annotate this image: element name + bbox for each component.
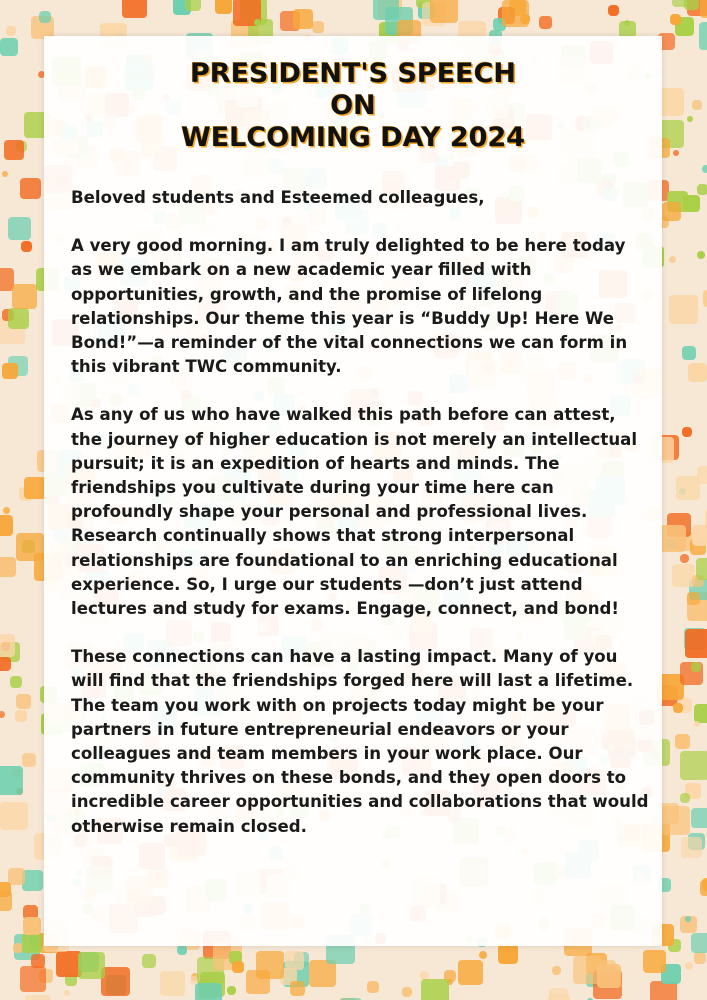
confetti-square <box>195 983 222 1000</box>
confetti-square <box>293 9 313 29</box>
confetti-square <box>0 38 18 56</box>
confetti-square <box>2 363 18 379</box>
confetti-square <box>290 981 305 996</box>
confetti-square <box>608 5 619 16</box>
confetti-square <box>402 987 412 997</box>
confetti-square <box>20 178 41 199</box>
confetti-square <box>697 251 705 259</box>
confetti-square <box>22 753 36 767</box>
confetti-square <box>185 0 201 11</box>
confetti-square <box>685 916 691 922</box>
confetti-square <box>672 0 688 7</box>
confetti-square <box>600 960 616 976</box>
title-line-1: PRESIDENT'S SPEECH <box>189 58 517 89</box>
confetti-square <box>421 979 449 1000</box>
confetti-square <box>700 0 707 18</box>
speech-body <box>71 186 651 863</box>
confetti-square <box>669 256 676 263</box>
confetti-square <box>4 140 24 160</box>
confetti-square <box>694 952 706 964</box>
confetti-square <box>0 711 5 718</box>
confetti-square <box>675 734 690 749</box>
confetti-square <box>696 558 707 580</box>
confetti-square <box>0 557 16 577</box>
confetti-square <box>25 995 51 1000</box>
confetti-square <box>539 16 552 29</box>
page-title <box>44 58 662 154</box>
speech-card <box>44 36 662 946</box>
confetti-square <box>669 295 698 324</box>
confetti-square <box>676 476 700 500</box>
confetti-square <box>552 966 561 975</box>
confetti-square <box>662 202 681 221</box>
confetti-square <box>458 960 483 985</box>
confetti-square <box>430 0 458 23</box>
confetti-square <box>680 751 707 780</box>
confetti-square <box>685 962 693 970</box>
confetti-square <box>697 184 707 195</box>
title-line-3: WELCOMING DAY 2024 <box>180 122 526 153</box>
confetti-square <box>692 100 702 110</box>
confetti-square <box>8 217 31 240</box>
confetti-square <box>101 967 130 996</box>
confetti-square <box>479 951 487 959</box>
confetti-square <box>256 951 284 979</box>
confetti-square <box>0 882 11 897</box>
confetti-square <box>367 981 379 993</box>
confetti-square <box>6 26 16 36</box>
confetti-square <box>700 880 707 896</box>
confetti-square <box>699 22 707 50</box>
confetti-square <box>680 554 689 563</box>
confetti-square <box>2 171 8 177</box>
confetti-square <box>691 808 707 828</box>
confetti-square <box>122 0 147 18</box>
confetti-square <box>254 19 261 26</box>
confetti-square <box>177 945 187 955</box>
confetti-square <box>78 952 105 979</box>
title-line-2: ON <box>330 90 376 121</box>
confetti-square <box>10 676 22 688</box>
confetti-square <box>682 346 696 360</box>
confetti-square <box>702 165 707 173</box>
confetti-square <box>22 933 42 953</box>
confetti-square <box>232 961 244 973</box>
confetti-square <box>64 990 70 996</box>
confetti-square <box>24 477 46 499</box>
confetti-square <box>0 515 13 536</box>
confetti-square <box>691 662 701 672</box>
confetti-square <box>682 427 692 437</box>
confetti-square <box>15 710 27 722</box>
confetti-square <box>643 950 666 973</box>
confetti-square <box>0 634 15 657</box>
confetti-square <box>285 951 304 970</box>
paragraph-3: These connections can have a lasting impact. Many of you will find that the friendships forged here will last a lifetime. The team you work with on projects today might be your partners in future entrepreneurial endeavors or your colleagues and team members in your work place. Our community thrives on these bonds, and they open doors to incredible career opportunities and collaborations that would otherwise remain closed. <box>71 647 649 836</box>
confetti-square <box>0 802 28 830</box>
confetti-square <box>8 308 29 329</box>
confetti-square <box>688 363 707 382</box>
salutation: Beloved students and Esteemed colleagues, <box>71 188 485 207</box>
confetti-square <box>685 629 707 658</box>
confetti-square <box>21 241 32 252</box>
confetti-square <box>16 694 31 709</box>
confetti-square <box>659 525 686 552</box>
confetti-square <box>23 917 41 935</box>
confetti-square <box>309 960 336 987</box>
confetti-square <box>20 966 46 992</box>
confetti-square <box>312 21 324 33</box>
confetti-square <box>16 533 44 561</box>
confetti-square <box>39 11 51 23</box>
confetti-square <box>680 793 690 803</box>
confetti-square <box>160 971 185 996</box>
confetti-square <box>502 0 529 27</box>
confetti-square <box>687 592 700 605</box>
confetti-square <box>12 284 37 309</box>
confetti-square <box>691 933 707 953</box>
confetti-square <box>142 954 156 968</box>
confetti-square <box>673 150 679 156</box>
confetti-square <box>673 703 683 713</box>
paragraph-2: As any of us who have walked this path before can attest, the journey of higher education is not merely an intellectual pursuit; it is an expedition of hearts and minds. The friendships you cultivate during your time here can profoundly shape your personal and professional lives. Research continually shows that strong interpersonal relationships are foundational to an enriching educational experience. So, I urge our students —don’t just attend lectures and study for exams. Engage, connect, and bond! <box>71 405 638 619</box>
confetti-square <box>0 766 23 795</box>
confetti-square <box>687 116 693 122</box>
confetti-square <box>703 290 707 307</box>
confetti-square <box>694 721 700 727</box>
confetti-square <box>681 837 702 858</box>
paragraph-1: A very good morning. I am truly delighted to be here today as we embark on a new academic year filled with opportunities, growth, and the promise of lifelong relationships. Our theme this year is “Buddy Up! Here We Bond!”—a reminder of the vital connections we can form in this vibrant TWC community. <box>71 236 628 377</box>
confetti-square <box>8 868 25 885</box>
confetti-square <box>227 986 236 995</box>
confetti-square <box>0 657 11 671</box>
confetti-square <box>573 956 601 984</box>
confetti-square <box>549 988 568 1000</box>
confetti-square <box>22 870 43 891</box>
confetti-square <box>3 507 10 514</box>
confetti-square <box>670 14 681 25</box>
confetti-square <box>498 944 518 964</box>
confetti-square <box>215 0 232 14</box>
